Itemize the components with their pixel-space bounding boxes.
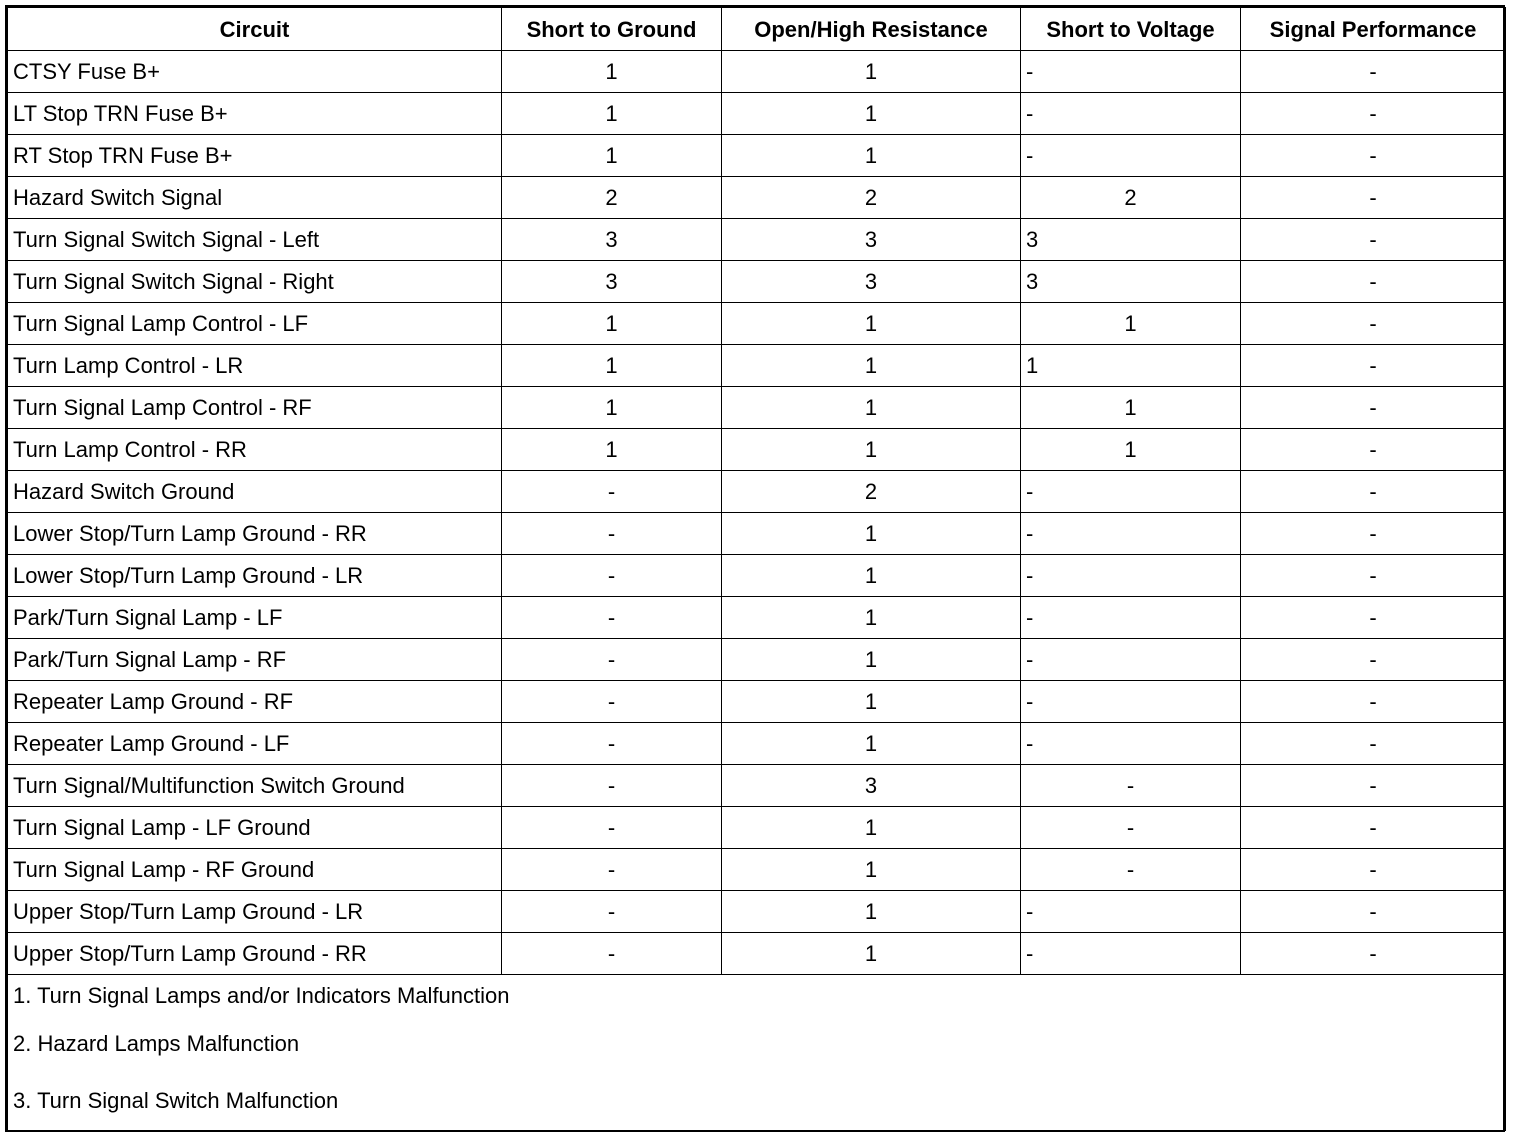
cell-short-to-voltage: - <box>1021 135 1241 177</box>
table-row <box>8 933 1506 975</box>
cell-circuit: Repeater Lamp Ground - LF <box>8 723 502 765</box>
cell-circuit: Lower Stop/Turn Lamp Ground - LR <box>8 555 502 597</box>
cell-circuit: Turn Signal Lamp - RF Ground <box>8 849 502 891</box>
cell-short-to-ground: - <box>502 681 722 723</box>
footnote-text: 2. Hazard Lamps Malfunction <box>8 1017 1506 1071</box>
cell-open-high-resistance: 2 <box>722 471 1021 513</box>
cell-short-to-voltage: 3 <box>1021 261 1241 303</box>
cell-signal-performance: - <box>1241 429 1506 471</box>
cell-signal-performance: - <box>1241 51 1506 93</box>
table-row <box>8 639 1506 681</box>
cell-short-to-voltage: - <box>1021 555 1241 597</box>
table-row <box>8 597 1506 639</box>
cell-signal-performance: - <box>1241 471 1506 513</box>
cell-short-to-ground: 1 <box>502 345 722 387</box>
footnote-row <box>8 1071 1506 1131</box>
cell-short-to-ground: 2 <box>502 177 722 219</box>
cell-short-to-voltage: - <box>1021 723 1241 765</box>
cell-short-to-voltage: - <box>1021 93 1241 135</box>
cell-signal-performance: - <box>1241 597 1506 639</box>
cell-short-to-ground: - <box>502 513 722 555</box>
cell-short-to-ground: 3 <box>502 219 722 261</box>
table-row <box>8 261 1506 303</box>
cell-short-to-voltage: - <box>1021 597 1241 639</box>
cell-short-to-voltage: - <box>1021 471 1241 513</box>
header-open-high-resistance: Open/High Resistance <box>722 8 1021 51</box>
cell-short-to-ground: - <box>502 891 722 933</box>
header-short-to-voltage: Short to Voltage <box>1021 8 1241 51</box>
cell-short-to-voltage: - <box>1021 891 1241 933</box>
cell-short-to-voltage: - <box>1021 51 1241 93</box>
table-row <box>8 513 1506 555</box>
table-row <box>8 219 1506 261</box>
cell-short-to-voltage: - <box>1021 639 1241 681</box>
cell-open-high-resistance: 2 <box>722 177 1021 219</box>
cell-signal-performance: - <box>1241 387 1506 429</box>
footnote-row <box>8 975 1506 1018</box>
cell-short-to-ground: - <box>502 639 722 681</box>
footnote-text: 1. Turn Signal Lamps and/or Indicators Malfunction <box>8 975 1506 1018</box>
cell-short-to-ground: 1 <box>502 93 722 135</box>
cell-circuit: Turn Signal Lamp - LF Ground <box>8 807 502 849</box>
cell-open-high-resistance: 3 <box>722 765 1021 807</box>
cell-short-to-voltage: 1 <box>1021 345 1241 387</box>
cell-signal-performance: - <box>1241 555 1506 597</box>
cell-short-to-voltage: - <box>1021 933 1241 975</box>
cell-circuit: Turn Signal/Multifunction Switch Ground <box>8 765 502 807</box>
cell-signal-performance: - <box>1241 513 1506 555</box>
cell-signal-performance: - <box>1241 261 1506 303</box>
cell-short-to-voltage: - <box>1021 681 1241 723</box>
table-row <box>8 471 1506 513</box>
circuit-fault-table <box>7 7 1506 1131</box>
cell-short-to-ground: - <box>502 471 722 513</box>
cell-circuit: Lower Stop/Turn Lamp Ground - RR <box>8 513 502 555</box>
cell-open-high-resistance: 1 <box>722 933 1021 975</box>
header-circuit: Circuit <box>8 8 502 51</box>
cell-short-to-ground: 1 <box>502 429 722 471</box>
cell-open-high-resistance: 1 <box>722 345 1021 387</box>
table-row <box>8 807 1506 849</box>
cell-open-high-resistance: 1 <box>722 387 1021 429</box>
table-row <box>8 429 1506 471</box>
table-row <box>8 681 1506 723</box>
cell-signal-performance: - <box>1241 849 1506 891</box>
cell-circuit: CTSY Fuse B+ <box>8 51 502 93</box>
table-row <box>8 849 1506 891</box>
cell-short-to-voltage: 3 <box>1021 219 1241 261</box>
cell-open-high-resistance: 1 <box>722 681 1021 723</box>
cell-short-to-ground: - <box>502 933 722 975</box>
table-row <box>8 891 1506 933</box>
header-signal-performance: Signal Performance <box>1241 8 1506 51</box>
cell-open-high-resistance: 1 <box>722 135 1021 177</box>
diagnostic-table-frame <box>5 5 1505 1132</box>
cell-open-high-resistance: 1 <box>722 849 1021 891</box>
cell-circuit: Turn Signal Switch Signal - Right <box>8 261 502 303</box>
cell-signal-performance: - <box>1241 93 1506 135</box>
cell-circuit: LT Stop TRN Fuse B+ <box>8 93 502 135</box>
cell-short-to-ground: - <box>502 597 722 639</box>
cell-signal-performance: - <box>1241 891 1506 933</box>
table-row <box>8 387 1506 429</box>
cell-circuit: Turn Lamp Control - LR <box>8 345 502 387</box>
cell-signal-performance: - <box>1241 765 1506 807</box>
cell-short-to-voltage: - <box>1021 849 1241 891</box>
cell-open-high-resistance: 1 <box>722 303 1021 345</box>
cell-open-high-resistance: 1 <box>722 429 1021 471</box>
cell-open-high-resistance: 1 <box>722 597 1021 639</box>
cell-circuit: Repeater Lamp Ground - RF <box>8 681 502 723</box>
cell-short-to-ground: - <box>502 849 722 891</box>
cell-signal-performance: - <box>1241 303 1506 345</box>
table-row <box>8 555 1506 597</box>
cell-short-to-ground: 1 <box>502 387 722 429</box>
cell-short-to-voltage: 1 <box>1021 387 1241 429</box>
cell-signal-performance: - <box>1241 219 1506 261</box>
footnote-row <box>8 1017 1506 1071</box>
cell-short-to-voltage: 1 <box>1021 303 1241 345</box>
cell-circuit: Park/Turn Signal Lamp - LF <box>8 597 502 639</box>
cell-short-to-ground: 1 <box>502 135 722 177</box>
cell-signal-performance: - <box>1241 933 1506 975</box>
table-row <box>8 345 1506 387</box>
cell-open-high-resistance: 1 <box>722 555 1021 597</box>
cell-short-to-ground: - <box>502 807 722 849</box>
cell-circuit: Turn Lamp Control - RR <box>8 429 502 471</box>
cell-short-to-voltage: 2 <box>1021 177 1241 219</box>
table-row <box>8 93 1506 135</box>
cell-short-to-ground: - <box>502 765 722 807</box>
cell-circuit: Turn Signal Lamp Control - RF <box>8 387 502 429</box>
cell-open-high-resistance: 1 <box>722 891 1021 933</box>
cell-open-high-resistance: 1 <box>722 807 1021 849</box>
cell-short-to-ground: 1 <box>502 303 722 345</box>
cell-circuit: RT Stop TRN Fuse B+ <box>8 135 502 177</box>
cell-short-to-voltage: 1 <box>1021 429 1241 471</box>
cell-short-to-voltage: - <box>1021 807 1241 849</box>
cell-circuit: Upper Stop/Turn Lamp Ground - RR <box>8 933 502 975</box>
cell-open-high-resistance: 3 <box>722 219 1021 261</box>
cell-short-to-ground: 1 <box>502 51 722 93</box>
cell-signal-performance: - <box>1241 345 1506 387</box>
table-row <box>8 51 1506 93</box>
cell-short-to-ground: 3 <box>502 261 722 303</box>
cell-short-to-voltage: - <box>1021 513 1241 555</box>
cell-signal-performance: - <box>1241 807 1506 849</box>
cell-circuit: Upper Stop/Turn Lamp Ground - LR <box>8 891 502 933</box>
table-row <box>8 177 1506 219</box>
cell-open-high-resistance: 1 <box>722 51 1021 93</box>
cell-signal-performance: - <box>1241 639 1506 681</box>
cell-circuit: Hazard Switch Signal <box>8 177 502 219</box>
cell-open-high-resistance: 3 <box>722 261 1021 303</box>
table-row <box>8 303 1506 345</box>
cell-signal-performance: - <box>1241 723 1506 765</box>
cell-circuit: Hazard Switch Ground <box>8 471 502 513</box>
header-row <box>8 8 1506 51</box>
cell-signal-performance: - <box>1241 177 1506 219</box>
cell-circuit: Park/Turn Signal Lamp - RF <box>8 639 502 681</box>
cell-open-high-resistance: 1 <box>722 639 1021 681</box>
cell-circuit: Turn Signal Lamp Control - LF <box>8 303 502 345</box>
cell-open-high-resistance: 1 <box>722 723 1021 765</box>
table-row <box>8 723 1506 765</box>
cell-open-high-resistance: 1 <box>722 513 1021 555</box>
cell-circuit: Turn Signal Switch Signal - Left <box>8 219 502 261</box>
footnote-text: 3. Turn Signal Switch Malfunction <box>8 1071 1506 1131</box>
cell-signal-performance: - <box>1241 681 1506 723</box>
cell-short-to-ground: - <box>502 555 722 597</box>
table-row <box>8 765 1506 807</box>
header-short-to-ground: Short to Ground <box>502 8 722 51</box>
cell-signal-performance: - <box>1241 135 1506 177</box>
cell-open-high-resistance: 1 <box>722 93 1021 135</box>
cell-short-to-voltage: - <box>1021 765 1241 807</box>
cell-short-to-ground: - <box>502 723 722 765</box>
table-row <box>8 135 1506 177</box>
